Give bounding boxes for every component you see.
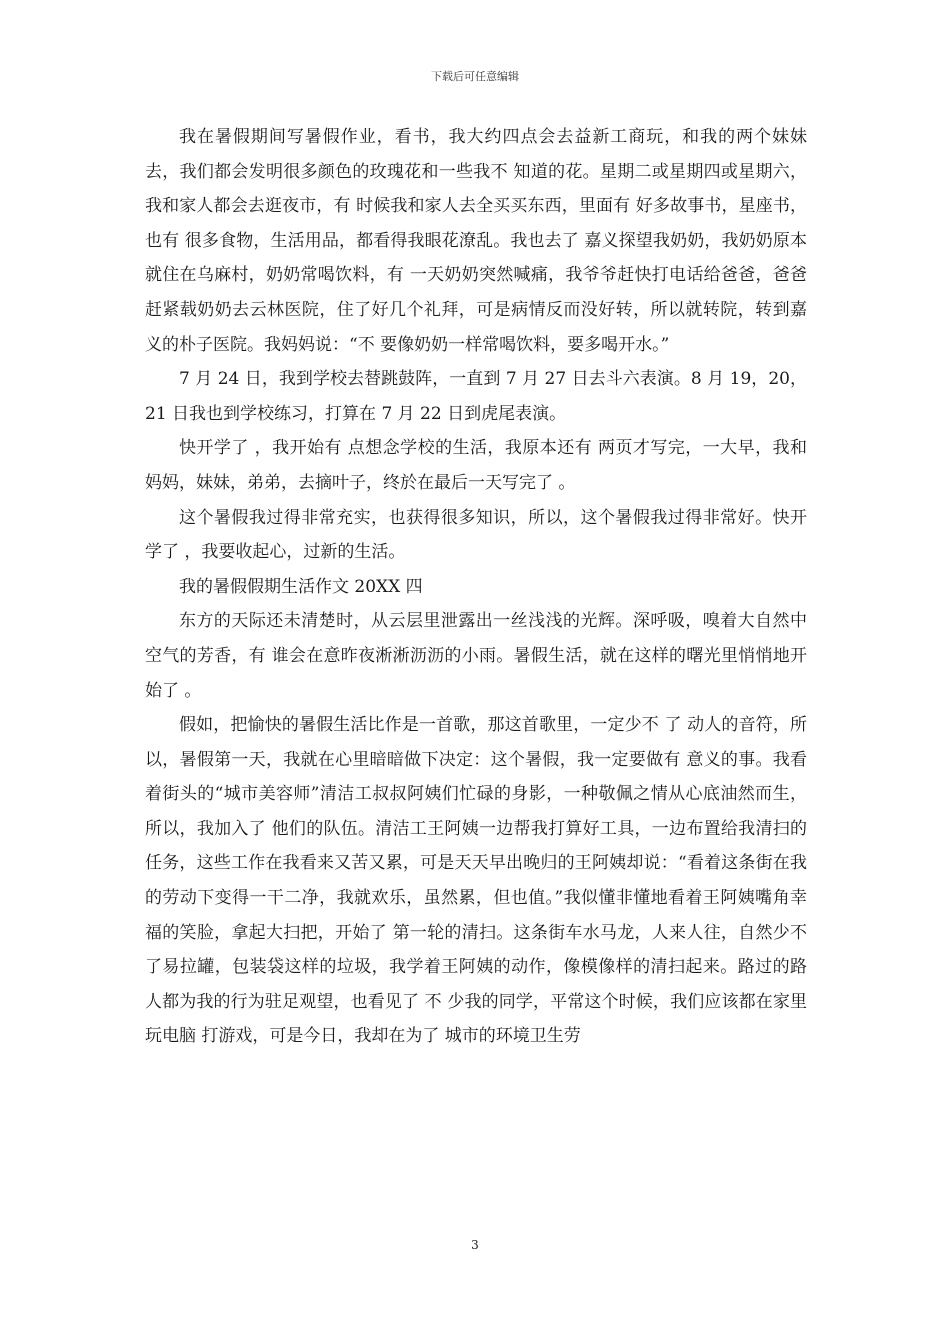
page-header: 下载后可任意编辑	[431, 70, 519, 83]
document-body	[145, 120, 807, 1054]
paragraph-fulfilling-summer: 这个暑假我过得非常充实，也获得很多知识，所以，这个暑假我过得非常好。快开学了 ，我要收起心，过新的生活。	[145, 507, 807, 563]
paragraph-back-to-school: 快开学了 ，我开始有 点想念学校的生活，我原本还有 两页才写完，一大早，我和妈妈，妹妹，弟弟，去摘叶子，终於在最后一天写完了 。	[145, 438, 807, 493]
page-number: 3	[471, 1238, 479, 1252]
paragraph-street-cleaning: 假如，把愉快的暑假生活比作是一首歌，那这首歌里，一定少不 了 动人的音符，所以，暑假第一天，我就在心里暗暗做下决定：这个暑假，我一定要做有 意义的事。我看着街头的“城市美容师”清洁工叔叔阿姨们忙碌的身影，一种敬佩之情从心底油然而生，所以，我加入了 他们的队伍。清洁工王阿姨一边帮我打算好工具，一边布置给我清扫的任务，这些工作在我看来又苦又累，可是天天早出晚归的王阿姨却说：“看着这条街在我的劳动下变得一干二净，我就欢乐，虽然累，但也值。”我似懂非懂地看着王阿姨嘴角幸福的笑脸，拿起大扫把，开始了 第一轮的清扫。这条街车水马龙，人来人往，自然少不 了易拉罐，包装袋这样的垃圾，我学着王阿姨的动作，像模像样的清扫起来。路过的路人都为我的行为驻足观望，也看见了 不 少我的同学，平常这个时候，我们应该都在家里玩电脑 打游戏，可是今日，我却在为了 城市的环境卫生劳	[145, 715, 807, 1047]
paragraph-dawn: 东方的天际还未清楚时，从云层里泄露出一丝浅浅的光辉。深呼吸，嗅着大自然中空气的芳香，有 谁会在意昨夜淅淅沥沥的小雨。暑假生活，就在这样的曙光里悄悄地开始了 。	[145, 611, 807, 701]
paragraph-drum-performance: 7 月 24 日，我到学校去替跳鼓阵，一直到 7 月 27 日去斗六表演。8 月 19，20，21 日我也到学校练习，打算在 7 月 22 日到虎尾表演。	[145, 369, 807, 424]
paragraph-summer-homework: 我在暑假期间写暑假作业，看书，我大约四点会去益新工商玩，和我的两个妹妹去，我们都会发明很多颜色的玫瑰花和一些我不 知道的花。星期二或星期四或星期六，我和家人都会去逛夜市，有 时候我和家人去全买买东西，里面有 好多故事书，星座书，也有 很多食物，生活用品，都看得我眼花潦乱。我也去了 嘉义探望我奶奶，我奶奶原本就住在乌麻村，奶奶常喝饮料，有 一天奶奶突然喊痛，我爷爷赶快打电话给爸爸，爸爸赶紧载奶奶去云林医院，住了好几个礼拜，可是病情反而没好转，所以就转院，转到嘉义的朴子医院。我妈妈说：“不 要像奶奶一样常喝饮料，要多喝开水。”	[145, 127, 807, 355]
essay-heading: 我的暑假假期生活作文 20XX 四	[179, 576, 423, 597]
